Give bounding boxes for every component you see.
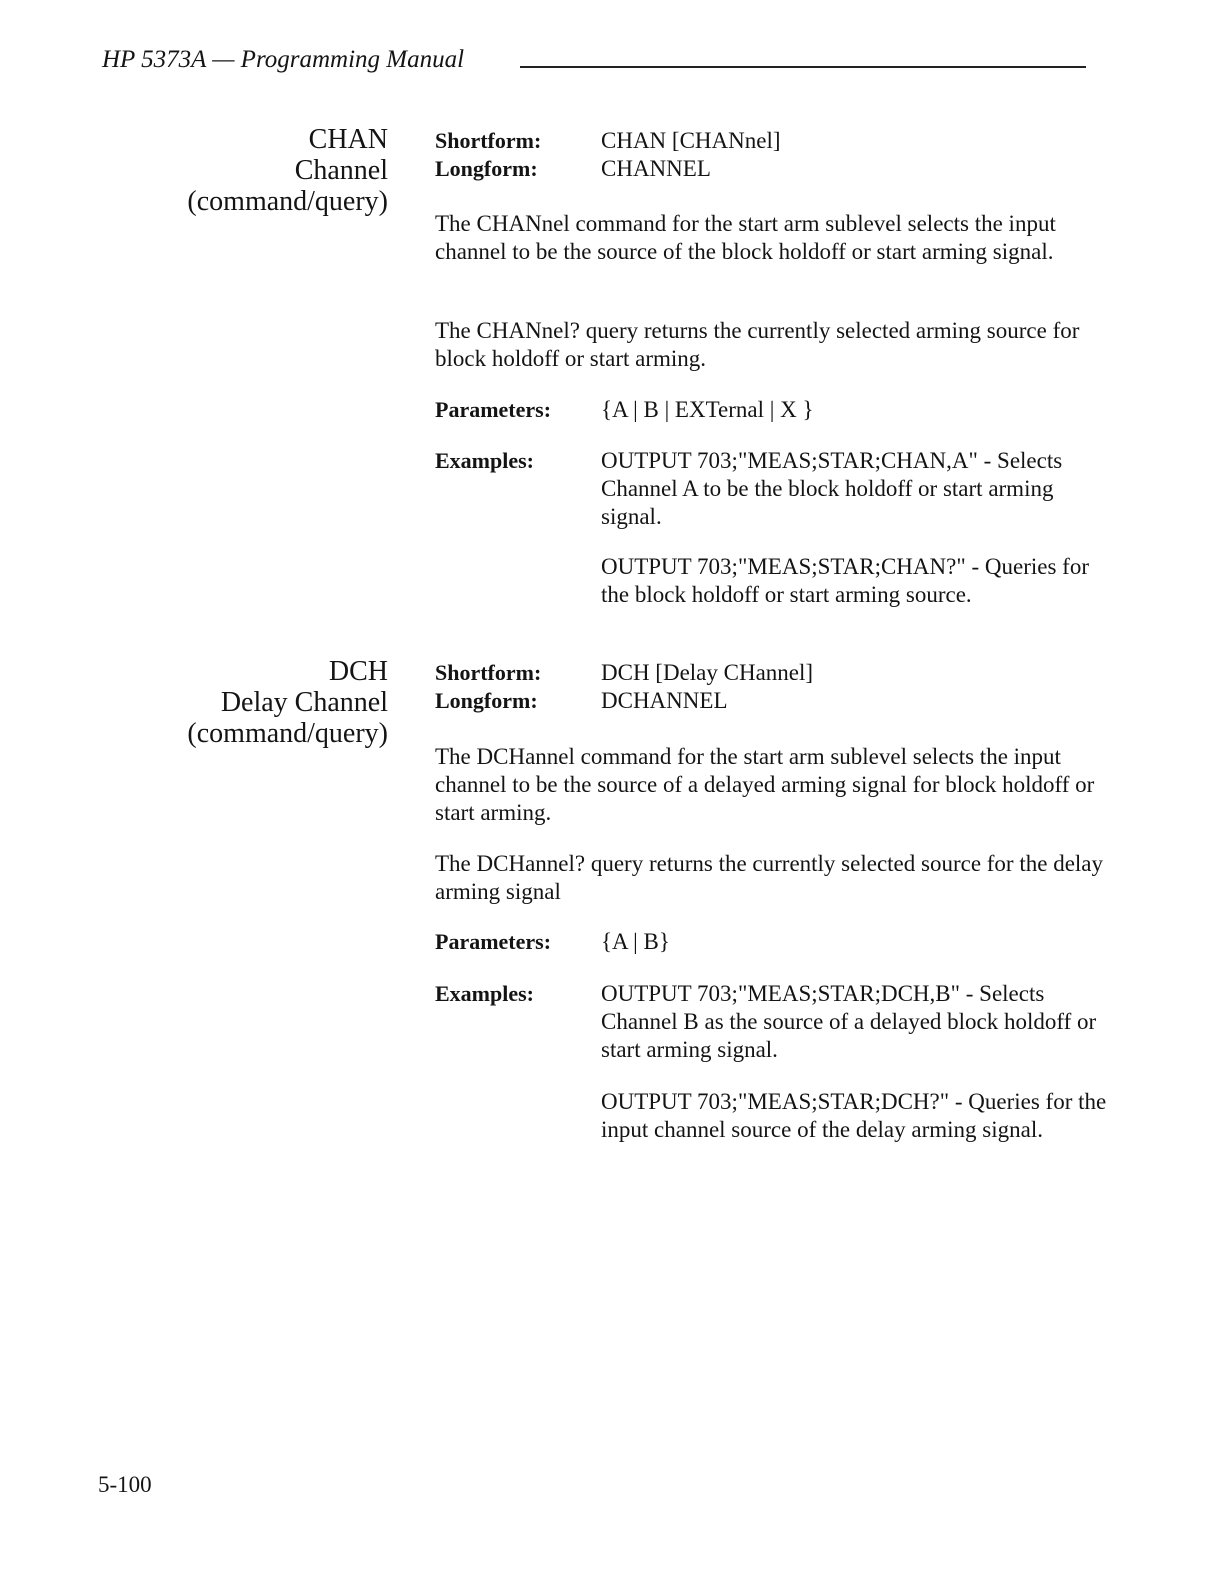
shortform-value: DCH [Delay CHannel] (601, 660, 814, 685)
query-description: The CHANnel? query returns the currently selected arming source for block holdoff or start arming. (435, 318, 1080, 371)
command-type: (command/query) (187, 718, 388, 749)
manual-title: HP 5373A — Programming Manual (102, 46, 465, 73)
parameters-label: Parameters: (435, 929, 552, 954)
examples-label: Examples: (435, 448, 534, 473)
command-mnemonic: CHAN (308, 124, 388, 155)
longform-label: Longform: (435, 156, 538, 181)
example-item: OUTPUT 703;"MEAS;STAR;CHAN,A" - Selects Channel A to be the block holdoff or start arming signal. (601, 448, 1063, 529)
query-description: The DCHannel? query returns the currently selected source for the delay arming signal (435, 851, 1103, 904)
shortform-label: Shortform: (435, 128, 542, 153)
command-description: The CHANnel command for the start arm sublevel selects the input channel to be the source of the block holdoff or start arming signal. (435, 211, 1056, 264)
command-name: Delay Channel (220, 687, 388, 718)
page-header (102, 46, 1086, 80)
parameters-label: Parameters: (435, 397, 552, 422)
longform-label: Longform: (435, 688, 538, 713)
header-rule (520, 66, 1086, 68)
longform-value: DCHANNEL (601, 688, 728, 713)
command-name: Channel (294, 155, 388, 186)
longform-value: CHANNEL (601, 156, 711, 181)
example-item: OUTPUT 703;"MEAS;STAR;DCH,B" - Selects Channel B as the source of a delayed block holdoff or start arming signal. (601, 981, 1097, 1062)
example-item: OUTPUT 703;"MEAS;STAR;DCH?" - Queries for the input channel source of the delay arming signal. (601, 1089, 1107, 1142)
command-type: (command/query) (187, 186, 388, 217)
chan-heading (100, 124, 388, 217)
command-description: The DCHannel command for the start arm sublevel selects the input channel to be the source of a delayed arming signal for block holdoff or start arming. (435, 744, 1095, 825)
examples-label: Examples: (435, 981, 534, 1006)
shortform-value: CHAN [CHANnel] (601, 128, 781, 153)
dch-heading (100, 656, 388, 749)
page-number: 5-100 (98, 1472, 152, 1497)
parameters-value: {A | B | EXTernal | X } (601, 397, 814, 422)
command-mnemonic: DCH (328, 656, 388, 687)
parameters-value: {A | B} (601, 929, 670, 954)
shortform-label: Shortform: (435, 660, 542, 685)
example-item: OUTPUT 703;"MEAS;STAR;CHAN?" - Queries for the block holdoff or start arming source. (601, 554, 1089, 607)
